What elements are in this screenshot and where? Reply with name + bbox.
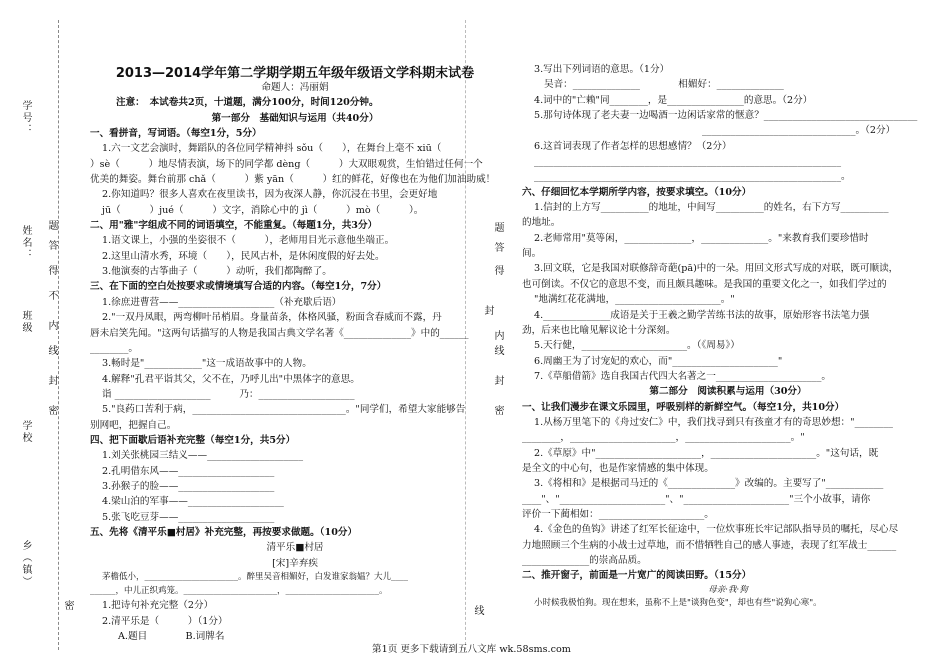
question-line: 4.解释"孔君平诣其父，父不在，乃呼儿出"中黑体字的意思。 bbox=[102, 373, 360, 385]
margin-seal-text: 不 bbox=[46, 290, 57, 302]
question-line: 4.词中的"亡赖"同________，是________________的意思。（2分） bbox=[534, 94, 813, 106]
question-line: 优美的舞姿。舞台前那 chǎ（ ）紫 yān（ ）红的鲜花，好像也在为他们加油助威！ bbox=[90, 174, 496, 186]
question-line: 力地照顾三个生病的小战士过草地，而不惜牺牲自己的感人事迹，表现了红军战士______ bbox=[522, 539, 897, 551]
question-line: 吴音：______________ 相媚好：______________ bbox=[544, 79, 784, 91]
question-line: 也可倒读。不仅它的意思不变，而且颇具趣味。是我国的重要文化之一，如我们学过的 bbox=[522, 278, 887, 290]
question-line: 3.孙猴子的脸——____________________ bbox=[102, 480, 275, 492]
question-line: 1.把诗句补充完整（2分） bbox=[102, 600, 214, 612]
margin-seal-text: 线 bbox=[472, 605, 483, 617]
question-line: 1.语文课上，小强的坐姿很不（ ），老师用目光示意他坐端正。 bbox=[102, 235, 395, 247]
question-line: 评价一下蔺相如：______________________。 bbox=[522, 508, 714, 520]
section-heading: 四、把下面歇后语补充完整（每空1分，共5分） bbox=[90, 434, 296, 446]
section-heading: 二、用"雅"字组成不同的词语填空，不能重复。（每题1分，共3分） bbox=[90, 220, 378, 232]
essay-title: 母亲·我·狗 bbox=[708, 584, 748, 595]
question-line: 3.写出下列词语的意思。（1分） bbox=[534, 64, 670, 75]
margin-seal-text: 得 bbox=[46, 265, 57, 277]
question-line: 7.《草船借箭》选自我国古代四大名著之一______________________。 bbox=[534, 370, 831, 382]
margin-student-id: 学号： bbox=[20, 100, 31, 136]
question-line: 3.《将相和》是根据司马迁的《______________》改编的。主要写了"____________ bbox=[534, 478, 884, 490]
question-line: 诣 ____________________ 乃：____________________ bbox=[102, 388, 355, 400]
question-line: ）sè（ ）地尽情表演，场下的同学都 dèng（ ）大双眼观赏，生怕错过任何一个 bbox=[90, 158, 483, 170]
margin-seal-text: 题 bbox=[46, 220, 57, 232]
answer-line: ________________________________________________________________ bbox=[534, 156, 841, 168]
margin-seal-text: 密 bbox=[62, 600, 73, 612]
margin-seal-text: 密 bbox=[46, 405, 57, 417]
question-line: 5.那句诗体现了老夫妻一边喝酒一边闲话家常的惬意？________________________________ bbox=[534, 110, 918, 122]
question-line: 1.信封的上方写__________的地址，中间写__________的姓名，右下方写__________ bbox=[534, 202, 889, 214]
question-line: 是全文的中心句，也是作家情感的集中体现。 bbox=[522, 462, 714, 474]
margin-seal-text: 封 bbox=[492, 375, 503, 387]
margin-seal-text: 得 bbox=[492, 265, 503, 277]
question-line: 1.刘关张桃园三结义——____________________ bbox=[102, 450, 304, 462]
question-line: ______________的崇高品质。 bbox=[522, 555, 647, 566]
question-line: 2.老师常用"莫等闲，______________，______________。"来教育我们要珍惜时 bbox=[534, 232, 869, 244]
question-line: 2."一双丹凤眼，两弯柳叶吊梢眉。身量苗条，体格风骚，粉面含春威而不露，丹 bbox=[102, 312, 442, 324]
question-line: 间。 bbox=[522, 248, 542, 260]
question-line: 4.《金色的鱼钩》讲述了红军长征途中，一位炊事班长牢记部队指导员的嘱托，尽心尽 bbox=[534, 524, 899, 536]
left-column bbox=[90, 80, 500, 644]
right-column bbox=[522, 62, 934, 611]
question-line: 2.《草原》中"______________________，______________________。"这句话，既 bbox=[534, 447, 879, 459]
section-heading: 六、仔细回忆本学期所学内容，按要求填空。（10分） bbox=[522, 186, 752, 198]
section-heading: 二、推开窗子，前面是一片宽广的阅读田野。（15分） bbox=[522, 570, 752, 582]
margin-seal-text: 密 bbox=[492, 405, 503, 417]
question-line: 唇未启笑先闻。"这两句话描写的人物是我国古典文学名著《______________》中的______ bbox=[90, 327, 469, 339]
margin-seal-text: 题 bbox=[492, 222, 503, 234]
question-line: jū（ ）jué（ ）文字，消除心中的 jì（ ）mò（ ）。 bbox=[102, 204, 424, 216]
question-line: ____"、"______________________"、"______________________"三个小故事，请你 bbox=[522, 493, 871, 505]
question-line: 4.梁山泊的军事——____________________ bbox=[102, 496, 284, 508]
margin-seal-text: 答 bbox=[46, 240, 57, 252]
margin-seal-text: 答 bbox=[492, 242, 503, 254]
question-line: 5."良药口苦利于病，________________________________。"同学们，希望大家能够告 bbox=[102, 404, 466, 416]
margin-school: 学校 bbox=[20, 420, 31, 444]
question-line: 别网吧，把握自己。 bbox=[90, 419, 177, 431]
question-line: A.题目 B.词牌名 bbox=[118, 630, 225, 642]
page-footer: 第1页 更多下载请到五八文库 wk.58sms.com bbox=[372, 644, 571, 655]
question-line: 2.孔明借东风——____________________ bbox=[102, 465, 275, 477]
poem-author: [宋]辛弃疾 bbox=[272, 557, 318, 569]
section-heading: 三、在下面的空白处按要求或情境填写合适的内容。（每空1分，7分） bbox=[90, 281, 387, 293]
question-line: 2.你知道吗？很多人喜欢在夜里读书，因为夜深人静，你沉浸在书里，会更好地 bbox=[102, 189, 438, 201]
margin-seal-text: 内 bbox=[492, 330, 503, 342]
poem-line: 茅檐低小，______________________。醉里吴音相媚好，白发谁家翁媪？大儿____ bbox=[102, 572, 409, 582]
author: 命题人：冯丽娟 bbox=[261, 82, 329, 93]
question-line: 的地址。 bbox=[522, 217, 561, 229]
binding-line bbox=[58, 20, 59, 650]
poem-title: 清平乐■村居 bbox=[266, 542, 324, 554]
margin-seal-text: 封 bbox=[46, 375, 57, 387]
poem-line: ______，中儿正织鸡笼。______________________，______________________。 bbox=[90, 585, 388, 596]
notice: 注意： 本试卷共2页，十道题，满分100分，时间120分钟。 bbox=[116, 97, 379, 109]
question-line: 3.他演奏的古筝曲子（ ）动听，我们都陶醉了。 bbox=[102, 266, 332, 278]
essay-line: 小时候我极怕狗。现在想来，虽称不上是"谈狗色变"，却也有些"说狗心寒"。 bbox=[534, 598, 822, 609]
part1-heading: 第一部分 基础知识与运用（共40分） bbox=[211, 112, 379, 124]
margin-name: 姓名： bbox=[20, 225, 31, 261]
question-line: 1.六一文艺会演时，舞蹈队的各位同学精神抖 sǒu（ ），在舞台上毫不 xiū（ bbox=[102, 143, 442, 155]
question-line: 4.______________成语是关于王羲之勤学苦练书法的故事，原始形容书法笔力强 bbox=[534, 309, 870, 321]
section-heading: 一、让我们漫步在课文乐园里，呼吸别样的新鲜空气。（每空1分，共10分） bbox=[522, 401, 845, 413]
margin-seal-text: 封 bbox=[482, 305, 493, 317]
question-line: 2.清平乐是（ ）（1分） bbox=[102, 615, 228, 627]
margin-seal-text: 线 bbox=[492, 345, 503, 357]
margin-class: 班级 bbox=[20, 310, 31, 334]
question-line: 5.天行健，______________________。（《周易》） bbox=[534, 340, 740, 352]
question-line: 6.这首词表现了作者怎样的思想感情？（2分） bbox=[534, 140, 732, 152]
exam-title: 2013—2014学年第二学期学期五年级年级语文学科期末试卷 bbox=[115, 66, 475, 81]
question-line: ________________________________。（2分） bbox=[702, 125, 896, 137]
question-line: 1.从杨万里笔下的《舟过安仁》中，我们找寻到只有孩童才有的奇思妙想："________ bbox=[534, 416, 893, 428]
question-line: 劲，后来也比喻见解议论十分深刻。 bbox=[522, 324, 676, 336]
question-line: 1.徐庶进曹营——____________________（补充歇后语） bbox=[102, 296, 342, 308]
margin-seal-text: 内 bbox=[46, 320, 57, 332]
margin-town: 乡（镇） bbox=[20, 540, 31, 588]
question-line: 3.畅时是"____________"这一成语故事中的人物。 bbox=[102, 358, 312, 370]
margin-seal-text: 线 bbox=[46, 345, 57, 357]
question-line: 2.这里山清水秀，环境（ ），民风古朴，是休闲度假的好去处。 bbox=[102, 250, 385, 262]
question-line: "地满红花花满地，______________________。" bbox=[534, 294, 735, 306]
answer-line: ________________________________________________________________。 bbox=[534, 171, 851, 183]
question-line: ________，______________________，______________________。" bbox=[522, 432, 805, 444]
question-line: 5.张飞吃豆芽——____________________ bbox=[102, 511, 275, 523]
section-heading: 五、先将《清平乐■村居》补充完整，再按要求做题。（10分） bbox=[90, 526, 358, 538]
question-line: ________。 bbox=[90, 342, 138, 354]
question-line: 6.周幽王为了讨宠妃的欢心，而"______________________" bbox=[534, 355, 783, 367]
part2-heading: 第二部分 阅读积累与运用（30分） bbox=[649, 386, 807, 398]
question-line: 3.回文联，它是我国对联修辞奇葩(pā)中的一朵。用回文形式写成的对联，既可顺读， bbox=[534, 263, 899, 275]
section-heading: 一、看拼音，写词语。（每空1分，5分） bbox=[90, 128, 262, 140]
